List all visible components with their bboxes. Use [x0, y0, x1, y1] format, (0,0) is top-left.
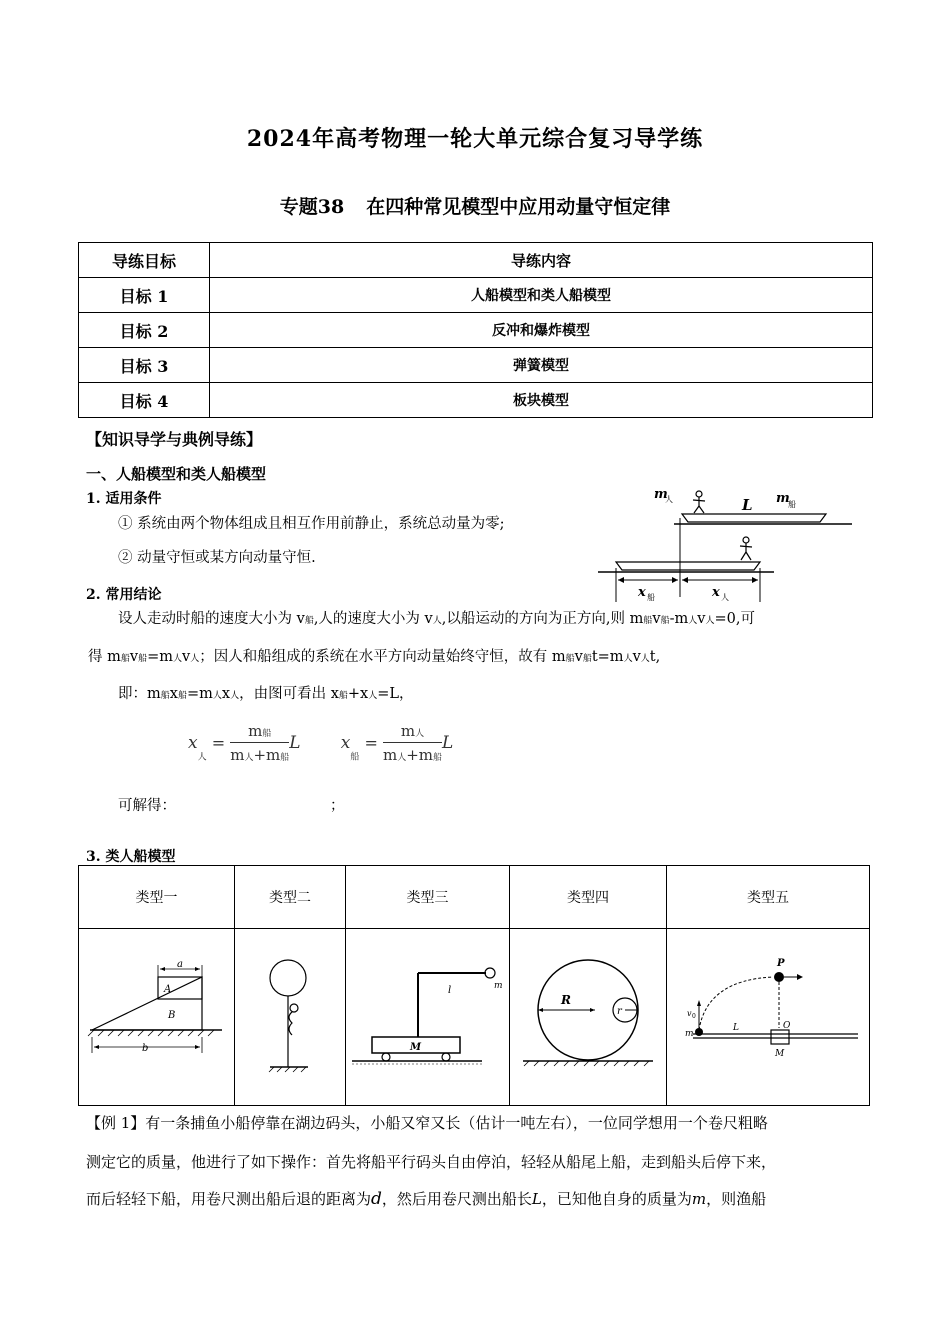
- condition-1: ① 系统由两个物体组成且相互作用前静止，系统总动量为零;: [118, 516, 505, 532]
- condition-2: ② 动量守恒或某方向动量守恒.: [118, 550, 316, 566]
- subtitle-text: 在四种常见模型中应用动量守恒定律: [366, 196, 671, 218]
- subscript: 船: [304, 616, 314, 626]
- conclusion-line-2: [88, 647, 660, 669]
- type-5-cell: [667, 929, 870, 1106]
- types-figure-row: [79, 929, 870, 1106]
- formula-sub: 船: [350, 752, 360, 763]
- boat-bottom: [616, 562, 760, 570]
- balloon: [270, 960, 306, 996]
- solve-label: 可解得：: [118, 798, 176, 814]
- boat-top: [682, 514, 826, 522]
- goal-cell: 目标 2: [79, 313, 210, 348]
- balloon-diagram: [240, 945, 340, 1085]
- type-3-header: 类型三: [346, 866, 510, 929]
- subscript: 船: [582, 654, 592, 664]
- label-r: r: [617, 1006, 622, 1017]
- text: x: [221, 686, 231, 702]
- formula: [188, 722, 453, 764]
- wedge-diagram: [82, 955, 232, 1075]
- person-icon: [740, 537, 752, 560]
- var-L: L: [531, 1190, 542, 1208]
- subtitle-number: 专题38: [279, 196, 345, 218]
- formula-sub: 人: [397, 753, 407, 763]
- var-d: d: [371, 1189, 382, 1209]
- type-1-cell: [79, 929, 235, 1106]
- m-boat-label: m: [776, 491, 790, 506]
- subscript: 人: [368, 691, 378, 701]
- label-m: m: [685, 1029, 694, 1039]
- subscript: 人: [688, 616, 698, 626]
- condition-heading: 1. 适用条件: [86, 491, 162, 507]
- type-4-cell: [510, 929, 667, 1106]
- label-a: a: [176, 959, 183, 970]
- formula-eq: =: [364, 733, 378, 753]
- label-B: B: [167, 1010, 175, 1021]
- ball-P: [774, 972, 784, 982]
- text: v: [574, 649, 583, 665]
- text: =m: [147, 649, 173, 665]
- goals-header-goal: 导练目标: [79, 243, 210, 278]
- goals-table: [78, 242, 873, 418]
- text: -m: [669, 611, 689, 627]
- text: 设人走动时船的速度大小为 v: [118, 611, 305, 627]
- slider-M: [771, 1030, 789, 1044]
- formula-sub: 人: [415, 729, 425, 739]
- text: t,: [649, 649, 661, 665]
- subscript: 船: [643, 616, 653, 626]
- table-row: [79, 313, 873, 348]
- formula-sub: 船: [433, 753, 443, 763]
- table-row: [79, 278, 873, 313]
- subscript: 船: [177, 691, 187, 701]
- subscript: 船: [338, 691, 348, 701]
- type-2-header: 类型二: [235, 866, 346, 929]
- text: +x: [347, 686, 369, 702]
- label-R: R: [561, 993, 571, 1007]
- label-M: M: [409, 1042, 421, 1053]
- text: v: [632, 649, 641, 665]
- label-m: m: [493, 981, 503, 991]
- label-L: L: [733, 1023, 739, 1033]
- knowledge-heading: 【知识导学与典例导练】: [86, 430, 263, 449]
- projectile-rail-diagram: [673, 950, 863, 1080]
- type-4-header: 类型四: [510, 866, 667, 929]
- formula-plus: +m: [253, 746, 281, 764]
- section-heading: 一、人船模型和类人船模型: [86, 465, 267, 483]
- conclusion-line-1: [118, 609, 755, 631]
- label-v0-sub: 0: [692, 1013, 696, 1020]
- text: ，已知他自身的质量为: [541, 1190, 692, 1208]
- conclusion-line-3: [118, 684, 414, 706]
- subscript: 船: [138, 654, 148, 664]
- example-line-2: 测定它的质量，他进行了如下操作：首先将船平行码头自由停泊，轻轻从船尾上船，走到船头后停下来，: [86, 1153, 777, 1171]
- text: =L，: [377, 686, 414, 702]
- m-person-label: m: [654, 487, 668, 502]
- formula-L: L: [289, 733, 301, 753]
- text: =0,可: [714, 611, 755, 627]
- types-header-row: [79, 866, 870, 929]
- class-heading: 3. 类人船模型: [86, 849, 176, 865]
- boat-diagram: [594, 482, 856, 614]
- text: v: [129, 649, 139, 665]
- subscript: 人: [623, 654, 633, 664]
- formula-sub: 人: [197, 752, 207, 763]
- document-subtitle: [0, 192, 950, 219]
- label-P: P: [777, 958, 785, 969]
- text: ，则渔船: [706, 1190, 767, 1208]
- text: ；因人和船组成的系统在水平方向动量始终守恒，故有 m: [199, 649, 566, 665]
- formula-m: m: [382, 746, 398, 764]
- subscript: 船: [660, 616, 670, 626]
- goals-header-content: 导练内容: [210, 243, 873, 278]
- subscript: 船: [160, 691, 170, 701]
- example-line-3: [86, 1189, 766, 1209]
- var-m: m: [691, 1190, 707, 1208]
- text: =m: [186, 686, 213, 702]
- table-row: [79, 383, 873, 418]
- label-A: A: [163, 984, 171, 995]
- goals-header-row: [79, 243, 873, 278]
- goal-cell: 目标 3: [79, 348, 210, 383]
- fraction-2: [383, 722, 442, 764]
- label-O: O: [783, 1021, 791, 1031]
- ball-m: [695, 1028, 703, 1036]
- x-boat-sub: 船: [647, 593, 655, 602]
- text: x: [169, 686, 178, 702]
- table-row: [79, 348, 873, 383]
- subscript: 人: [640, 654, 650, 664]
- content-cell: 板块模型: [210, 383, 873, 418]
- formula-eq: =: [211, 733, 226, 753]
- text: v: [182, 649, 191, 665]
- formula-m: m: [400, 722, 416, 740]
- label-b: b: [141, 1043, 148, 1054]
- formula-m: m: [230, 746, 245, 764]
- goal-cell: 目标 4: [79, 383, 210, 418]
- content-cell: 弹簧模型: [210, 348, 873, 383]
- goal-cell: 目标 1: [79, 278, 210, 313]
- formula-x: x: [340, 733, 351, 753]
- content-cell: 人船模型和类人船模型: [210, 278, 873, 313]
- text: t=m: [591, 649, 624, 665]
- formula-m: m: [248, 722, 263, 740]
- x-person-sub: 人: [721, 593, 729, 602]
- formula-plus: +m: [406, 746, 433, 764]
- x-boat-label: x: [638, 585, 646, 600]
- formula-L: L: [442, 733, 454, 753]
- subscript: 人: [432, 616, 442, 626]
- formula-sub: 船: [262, 729, 272, 739]
- text: 而后轻轻下船，用卷尺测出船后退的距离为: [86, 1190, 372, 1208]
- type-5-header: 类型五: [667, 866, 870, 929]
- example-line-1: 【例 1】有一条捕鱼小船停靠在湖边码头，小船又窄又长（估计一吨左右），一位同学想用一个卷尺粗略: [86, 1114, 768, 1132]
- subscript: 人: [705, 616, 715, 626]
- text: ，然后用卷尺测出船长: [381, 1190, 532, 1208]
- label-M: M: [775, 1049, 785, 1059]
- pendulum-ball: [485, 968, 495, 978]
- text: ,人的速度大小为 v: [313, 611, 433, 627]
- content-cell: 反冲和爆炸模型: [210, 313, 873, 348]
- subscript: 人: [173, 654, 183, 664]
- x-person-label: x: [712, 585, 720, 600]
- climber-icon: [289, 1004, 298, 1035]
- cart-pendulum-diagram: [348, 955, 508, 1075]
- label-v0: v: [687, 1009, 692, 1018]
- formula-sub: 人: [244, 753, 254, 763]
- text: ,以船运动的方向为正方向,则 m: [441, 611, 644, 627]
- ring-ball-diagram: [513, 950, 663, 1080]
- type-3-cell: [346, 929, 510, 1106]
- subscript: 船: [565, 654, 575, 664]
- text: v: [652, 611, 661, 627]
- types-table: [78, 865, 870, 1106]
- text: 即：m: [118, 686, 161, 702]
- solve-end: ；: [330, 798, 345, 814]
- person-icon: [693, 491, 705, 513]
- conclusion-heading: 2. 常用结论: [86, 587, 162, 603]
- text: v: [697, 611, 706, 627]
- m-person-sub: 人: [665, 495, 673, 504]
- formula-sub: 船: [280, 753, 290, 763]
- m-boat-sub: 船: [788, 500, 796, 509]
- wedge-B: [92, 977, 202, 1030]
- type-1-header: 类型一: [79, 866, 235, 929]
- text: 得 m: [88, 649, 121, 665]
- subscript: 船: [120, 654, 130, 664]
- length-label: L: [742, 496, 753, 514]
- formula-x: x: [188, 733, 198, 753]
- subscript: 人: [212, 691, 222, 701]
- subscript: 人: [190, 654, 200, 664]
- text: ，由图可看出 x: [239, 686, 339, 702]
- subscript: 人: [230, 691, 240, 701]
- type-2-cell: [235, 929, 346, 1106]
- fraction-1: [230, 722, 289, 764]
- document-title: 2024年高考物理一轮大单元综合复习导学练: [246, 126, 704, 152]
- label-l: l: [447, 985, 451, 996]
